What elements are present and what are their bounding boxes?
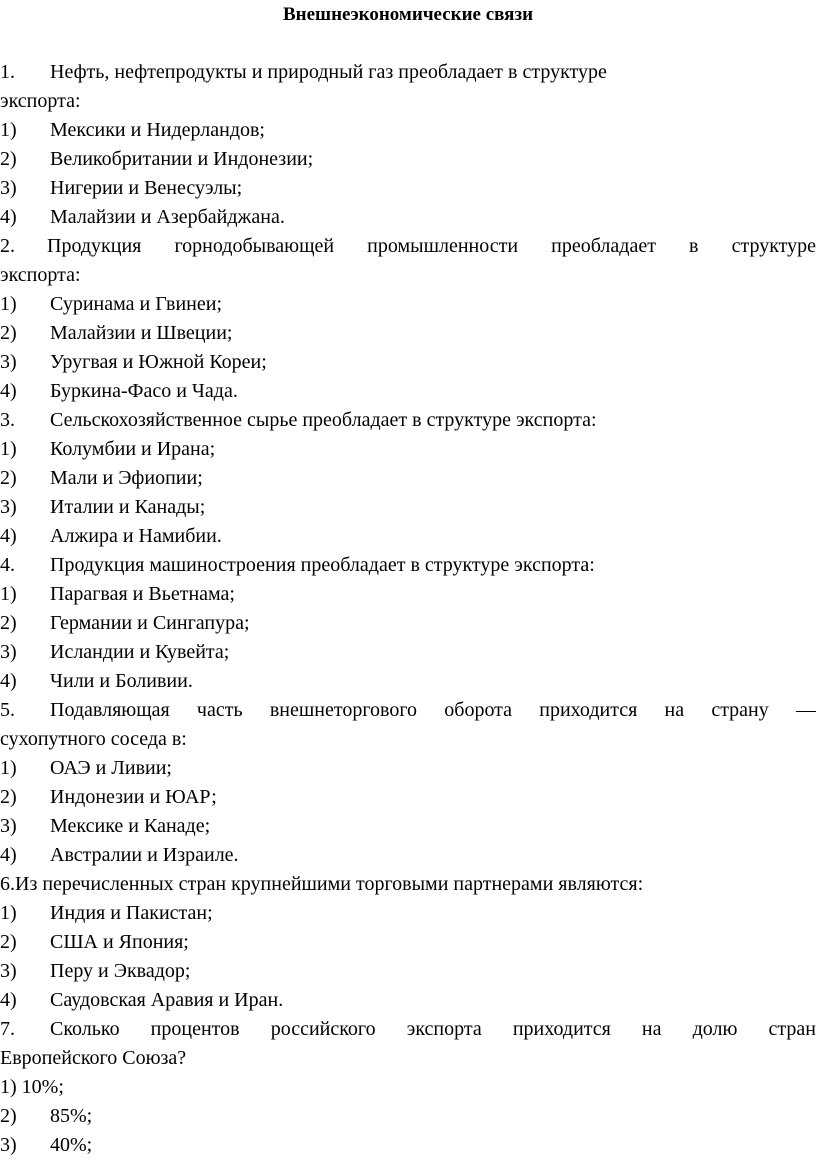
option-item — [0, 348, 816, 377]
option-number: 1) — [0, 1076, 17, 1098]
option-text: США и Япония; — [50, 931, 189, 953]
option-number: 2) — [0, 467, 17, 489]
option-number: 2) — [0, 322, 17, 344]
option-number: 3) — [0, 960, 17, 982]
question-2 — [0, 232, 816, 261]
question-text: Продукция машиностроения преобладает в структуре экспорта: — [50, 554, 595, 576]
option-text: ОАЭ и Ливии; — [50, 757, 172, 779]
option-number: 2) — [0, 1105, 17, 1127]
option-number: 4) — [0, 206, 17, 228]
option-text: Перу и Эквадор; — [50, 960, 191, 982]
option-text: Индия и Пакистан; — [50, 902, 213, 924]
option-text: Саудовская Аравия и Иран. — [50, 989, 284, 1011]
option-item — [0, 609, 816, 638]
option-item — [0, 580, 816, 609]
option-text: Малайзии и Швеции; — [50, 322, 233, 344]
option-item — [0, 522, 816, 551]
question-number: 2. — [0, 235, 15, 257]
option-text: Алжира и Намибии. — [50, 525, 222, 547]
option-number: 3) — [0, 641, 17, 663]
question-1-continuation: экспорта: — [0, 90, 81, 112]
option-item — [0, 493, 816, 522]
question-text: Подавляющая часть внешнеторгового оборота приходится на страну — — [50, 699, 816, 721]
option-text: Суринама и Гвинеи; — [50, 293, 223, 315]
option-text: Австралии и Израиле. — [50, 844, 239, 866]
question-1 — [0, 58, 816, 87]
option-number: 4) — [0, 670, 17, 692]
option-text: Исландии и Кувейта; — [50, 641, 230, 663]
question-number: 5. — [0, 699, 15, 721]
option-text: Буркина-Фасо и Чада. — [50, 380, 238, 402]
option-item — [0, 928, 816, 957]
option-number: 3) — [0, 496, 17, 518]
question-text: Из перечисленных стран крупнейшими торговыми партнерами являются: — [15, 873, 644, 895]
option-text: Чили и Боливии. — [50, 670, 193, 692]
option-item — [0, 1131, 816, 1160]
document-title: Внешнеэкономические связи — [282, 4, 534, 25]
option-text: 85%; — [50, 1105, 93, 1127]
option-text: Мексике и Канаде; — [50, 815, 211, 837]
option-item — [0, 116, 816, 145]
option-item — [0, 667, 816, 696]
question-text: Нефть, нефтепродукты и природный газ преобладает в структуре — [50, 61, 607, 83]
option-text: Италии и Канады; — [50, 496, 206, 518]
option-text: Великобритании и Индонезии; — [50, 148, 314, 170]
option-text: 40%; — [50, 1134, 93, 1156]
option-number: 3) — [0, 1134, 17, 1156]
question-7 — [0, 1015, 816, 1044]
option-item — [0, 145, 816, 174]
option-text: Мексики и Нидерландов; — [50, 119, 265, 141]
question-number: 4. — [0, 554, 15, 576]
option-text: Уругвая и Южной Кореи; — [50, 351, 267, 373]
question-number: 6. — [0, 873, 15, 895]
option-item — [0, 899, 816, 928]
question-5-continuation: сухопутного соседа в: — [0, 728, 187, 750]
option-item — [0, 377, 816, 406]
question-3 — [0, 406, 816, 435]
question-number: 7. — [0, 1018, 15, 1040]
question-text: Сколько процентов российского экспорта приходится на долю стран — [50, 1018, 816, 1040]
question-text: Продукция горнодобывающей промышленности преобладает в структуре — [47, 235, 816, 257]
option-number: 4) — [0, 989, 17, 1011]
question-7-continuation: Европейского Союза? — [0, 1047, 187, 1069]
option-number: 3) — [0, 815, 17, 837]
option-item — [0, 986, 816, 1015]
question-4 — [0, 551, 816, 580]
question-2-continuation: экспорта: — [0, 264, 81, 286]
option-number: 1) — [0, 119, 17, 141]
option-number: 1) — [0, 583, 17, 605]
option-text: Индонезии и ЮАР; — [50, 786, 217, 808]
option-text: Германии и Сингапура; — [50, 612, 250, 634]
option-number: 1) — [0, 293, 17, 315]
option-number: 2) — [0, 786, 17, 808]
option-item — [0, 1073, 816, 1102]
option-item — [0, 1102, 816, 1131]
question-number: 3. — [0, 409, 15, 431]
option-item — [0, 754, 816, 783]
option-item — [0, 435, 816, 464]
option-item — [0, 638, 816, 667]
option-number: 1) — [0, 902, 17, 924]
option-text: Мали и Эфиопии; — [50, 467, 203, 489]
option-number: 4) — [0, 380, 17, 402]
option-item — [0, 290, 816, 319]
question-5 — [0, 696, 816, 725]
option-number: 3) — [0, 177, 17, 199]
option-number: 1) — [0, 438, 17, 460]
option-item — [0, 319, 816, 348]
question-6 — [0, 870, 816, 899]
option-number: 4) — [0, 525, 17, 547]
option-number: 4) — [0, 844, 17, 866]
option-number: 2) — [0, 931, 17, 953]
question-text: Сельскохозяйственное сырье преобладает в структуре экспорта: — [50, 409, 597, 431]
option-number: 2) — [0, 148, 17, 170]
option-number: 2) — [0, 612, 17, 634]
option-text: Малайзии и Азербайджана. — [50, 206, 285, 228]
option-number: 1) — [0, 757, 17, 779]
option-item — [0, 783, 816, 812]
option-item — [0, 174, 816, 203]
option-item — [0, 841, 816, 870]
option-text: Парагвая и Вьетнама; — [50, 583, 235, 605]
question-number: 1. — [0, 61, 15, 83]
option-item — [0, 957, 816, 986]
option-number: 3) — [0, 351, 17, 373]
option-item — [0, 464, 816, 493]
option-text: 10%; — [21, 1076, 64, 1098]
option-item — [0, 812, 816, 841]
option-text: Нигерии и Венесуэлы; — [50, 177, 243, 199]
option-text: Колумбии и Ирана; — [50, 438, 216, 460]
option-item — [0, 203, 816, 232]
